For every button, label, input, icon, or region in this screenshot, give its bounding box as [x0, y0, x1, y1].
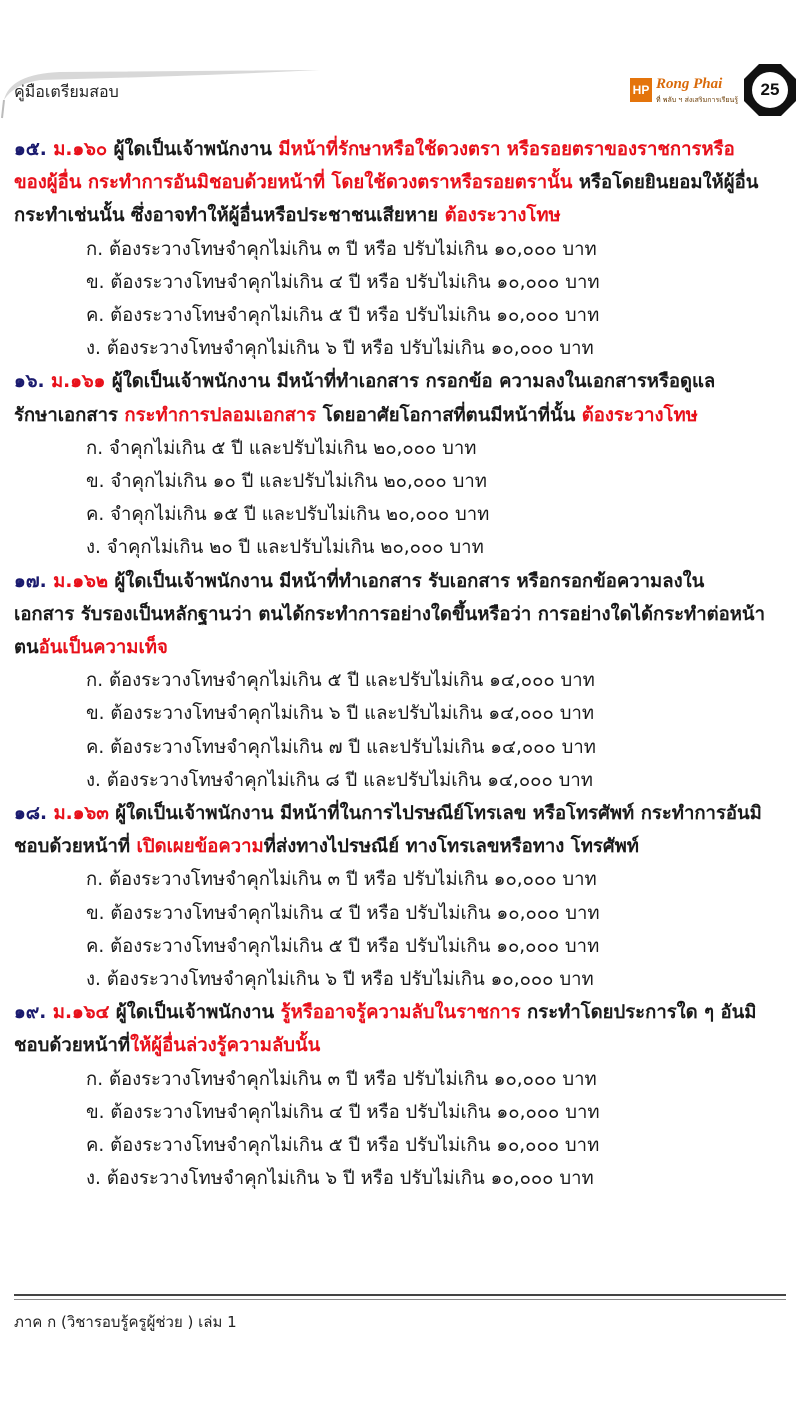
header-title: คู่มือเตรียมสอบ — [14, 82, 119, 101]
answer-option: ง. จำคุกไม่เกิน ๒๐ ปี และปรับไม่เกิน ๒๐,๐๐๐ บาท — [86, 537, 484, 559]
logo-mark: HP — [630, 78, 652, 102]
answer-option: ค. ต้องระวางโทษจำคุกไม่เกิน ๕ ปี หรือ ปรับไม่เกิน ๑๐,๐๐๐ บาท — [86, 935, 600, 957]
page-number: 25 — [760, 80, 780, 99]
question-text-line — [14, 833, 639, 861]
question-text: ที่ส่งทางไปรษณีย์ ทางโทรเลขหรือทาง โทรศัพท์ — [263, 836, 639, 858]
highlighted-text: ของผู้อื่น กระทำการอันมิชอบด้วยหน้าที่ โดยใช้ดวงตราหรือรอยตรานั้น — [14, 172, 573, 194]
highlighted-text: อันเป็นความเท็จ — [38, 637, 168, 658]
question-text-line — [14, 601, 765, 629]
question-text: กระทำโดยประการใด ๆ อันมิ — [520, 1002, 757, 1024]
question-number: ๑๘. — [14, 803, 54, 824]
question-text: รักษาเอกสาร — [14, 404, 125, 426]
answer-option: ค. จำคุกไม่เกิน ๑๕ ปี และปรับไม่เกิน ๒๐,๐๐๐ บาท — [86, 504, 490, 526]
question-text: โดยอาศัยโอกาสที่ตนมีหน้าที่นั้น — [316, 404, 582, 426]
highlighted-text: ม.๑๖๐ — [53, 139, 108, 160]
question-text: ผู้ใดเป็นเจ้าพนักงาน มีหน้าที่ทำเอกสาร กรอกข้อ ความลงในเอกสารหรือดูแล — [105, 371, 716, 393]
question-text: ผู้ใดเป็นเจ้าพนักงาน มีหน้าที่ทำเอกสาร รับเอกสาร หรือกรอกข้อความลงใน — [108, 570, 705, 592]
question-number: ๑๕. — [14, 139, 54, 160]
answer-option: ค. ต้องระวางโทษจำคุกไม่เกิน ๕ ปี หรือ ปรับไม่เกิน ๑๐,๐๐๐ บาท — [86, 305, 600, 326]
answer-option: ง. ต้องระวางโทษจำคุกไม่เกิน ๘ ปี และปรับไม่เกิน ๑๔,๐๐๐ บาท — [86, 769, 593, 791]
page-header — [0, 0, 800, 120]
answer-option: ก. ต้องระวางโทษจำคุกไม่เกิน ๕ ปี และปรับไม่เกิน ๑๔,๐๐๐ บาท — [86, 670, 595, 692]
answer-option: ก. จำคุกไม่เกิน ๕ ปี และปรับไม่เกิน ๒๐,๐๐๐ บาท — [86, 437, 477, 459]
publisher-logo — [630, 70, 740, 110]
highlighted-text: ม.๑๖๓ — [53, 803, 109, 824]
question-text-line — [14, 402, 698, 430]
question-text: ชอบด้วยหน้าที่ — [14, 836, 137, 858]
highlighted-text: ม.๑๖๑ — [50, 371, 106, 393]
answer-option: ค. ต้องระวางโทษจำคุกไม่เกิน ๗ ปี และปรับไม่เกิน ๑๔,๐๐๐ บาท — [86, 736, 596, 758]
question-text: กระทำเช่นนั้น ซึ่งอาจทำให้ผู้อื่นหรือประชาชนเสียหาย — [14, 205, 445, 227]
highlighted-text: มีหน้าที่รักษาหรือใช้ดวงตรา หรือรอยตราของราชการหรือ — [278, 139, 735, 160]
answer-option: ข. จำคุกไม่เกิน ๑๐ ปี และปรับไม่เกิน ๒๐,๐๐๐ บาท — [86, 471, 487, 492]
question-text-line — [14, 136, 735, 164]
highlighted-text: รู้หรืออาจรู้ความลับในราชการ — [280, 1002, 521, 1024]
question-text: เอกสาร รับรองเป็นหลักฐานว่า ตนได้กระทำการอย่างใดขึ้นหรือว่า การอย่างใดได้กระทำต่อหน้า — [14, 603, 765, 625]
question-number: ๑๙. — [14, 1002, 53, 1024]
footer-text: ภาค ก (วิชารอบรู้ครูผู้ช่วย ) เล่ม 1 — [14, 1313, 237, 1331]
answer-option: ข. ต้องระวางโทษจำคุกไม่เกิน ๔ ปี หรือ ปรับไม่เกิน ๑๐,๐๐๐ บาท — [86, 1101, 600, 1123]
highlighted-text: ต้องระวางโทษ — [444, 205, 561, 227]
page-number-badge — [742, 62, 800, 120]
highlighted-text: ให้ผู้อื่นล่วงรู้ความลับนั้น — [130, 1035, 321, 1057]
question-text: ผู้ใดเป็นเจ้าพนักงาน มีหน้าที่ในการไปรษณีย์โทรเลข หรือโทรศัพท์ กระทำการอันมิ — [108, 803, 762, 824]
logo-name: Rong Phai — [656, 76, 723, 92]
question-text-line — [14, 800, 762, 828]
highlighted-text: ม.๑๖๒ — [53, 570, 109, 592]
question-number: ๑๗. — [14, 570, 54, 592]
highlighted-text: กระทำการปลอมเอกสาร — [124, 404, 317, 426]
question-text-line — [14, 568, 704, 596]
question-text-line — [14, 368, 715, 396]
question-text-line — [14, 634, 168, 662]
answer-option: ง. ต้องระวางโทษจำคุกไม่เกิน ๖ ปี หรือ ปรับไม่เกิน ๑๐,๐๐๐ บาท — [86, 1168, 594, 1190]
answer-option: ข. ต้องระวางโทษจำคุกไม่เกิน ๔ ปี หรือ ปรับไม่เกิน ๑๐,๐๐๐ บาท — [86, 271, 600, 293]
question-text-line — [14, 999, 756, 1027]
answer-option: ค. ต้องระวางโทษจำคุกไม่เกิน ๕ ปี หรือ ปรับไม่เกิน ๑๐,๐๐๐ บาท — [86, 1135, 600, 1156]
question-text: ตน — [14, 637, 39, 658]
question-number: ๑๖. — [14, 371, 51, 393]
question-text-line — [14, 202, 561, 230]
answer-option: ง. ต้องระวางโทษจำคุกไม่เกิน ๖ ปี หรือ ปรับไม่เกิน ๑๐,๐๐๐ บาท — [86, 338, 594, 360]
answer-option: ก. ต้องระวางโทษจำคุกไม่เกิน ๓ ปี หรือ ปรับไม่เกิน ๑๐,๐๐๐ บาท — [86, 869, 597, 891]
question-text: ผู้ใดเป็นเจ้าพนักงาน — [107, 139, 279, 160]
answer-option: ก. ต้องระวางโทษจำคุกไม่เกิน ๓ ปี หรือ ปรับไม่เกิน ๑๐,๐๐๐ บาท — [86, 1068, 597, 1090]
footer-rule-thin — [14, 1299, 786, 1300]
logo-tagline: ที่ พลับ ฯ ส่งเสริมการเรียนรู้ — [656, 96, 739, 104]
answer-option: ก. ต้องระวางโทษจำคุกไม่เกิน ๓ ปี หรือ ปรับไม่เกิน ๑๐,๐๐๐ บาท — [86, 238, 597, 260]
answer-option: ข. ต้องระวางโทษจำคุกไม่เกิน ๖ ปี และปรับไม่เกิน ๑๔,๐๐๐ บาท — [86, 703, 595, 725]
footer-rule — [14, 1294, 786, 1296]
answer-option: ง. ต้องระวางโทษจำคุกไม่เกิน ๖ ปี หรือ ปรับไม่เกิน ๑๐,๐๐๐ บาท — [86, 969, 594, 990]
highlighted-text: ม.๑๖๔ — [52, 1002, 110, 1024]
question-text: ชอบด้วยหน้าที่ — [14, 1035, 131, 1057]
question-text-line — [14, 169, 758, 197]
highlighted-text: เปิดเผยข้อความ — [136, 836, 264, 858]
question-text: หรือโดยยินยอมให้ผู้อื่น — [572, 172, 759, 194]
highlighted-text: ต้องระวางโทษ — [581, 404, 698, 426]
question-text-line — [14, 1032, 320, 1060]
question-text: ผู้ใดเป็นเจ้าพนักงาน — [109, 1002, 281, 1024]
answer-option: ข. ต้องระวางโทษจำคุกไม่เกิน ๔ ปี หรือ ปรับไม่เกิน ๑๐,๐๐๐ บาท — [86, 902, 600, 924]
